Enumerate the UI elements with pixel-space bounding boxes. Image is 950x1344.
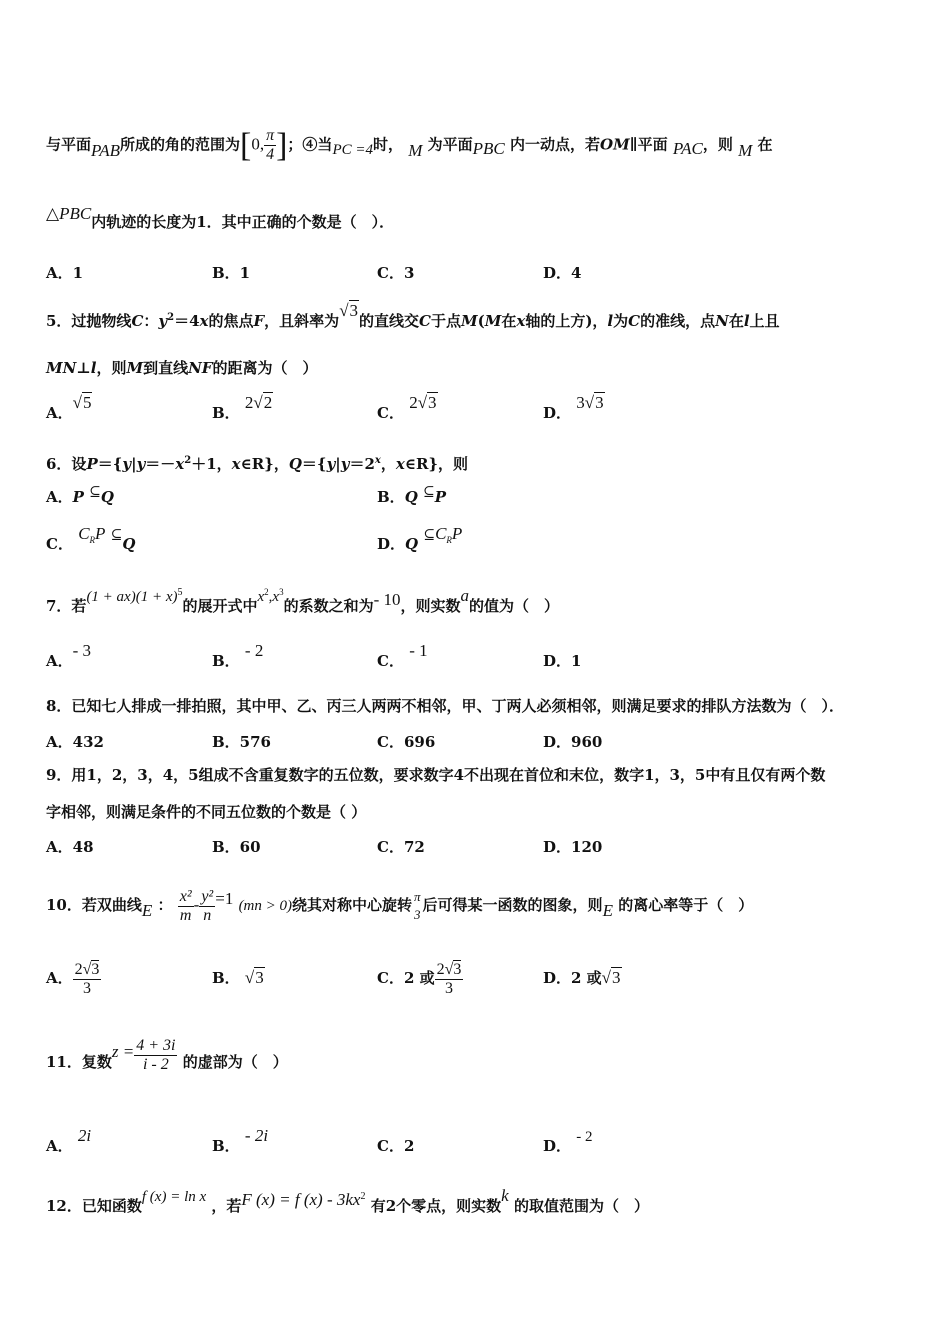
q5-var: NF [188,359,213,377]
bracket-open-icon: [ [240,126,252,164]
q5-text: ( [477,312,485,330]
q5-line2 [46,358,910,378]
q5-text: 5．过抛物线 [46,312,132,330]
q12-line: 12．已知函数f (x) = ln x ，若F (x) = f $(x) - 3kx^2$ 有2个零点，则实数k 的取值范围为（ ） [46,1186,649,1215]
q8-line: 8．已知七人排成一排拍照，其中甲、乙、丙三人两两不相邻，甲、丁两人必须相邻，则满足要求的排队方法数为（ ）． [46,697,844,715]
q7-option-d[interactable]: D．1 [543,652,582,670]
q4-triangle: △PBC [46,204,92,223]
q5-text: ： [143,312,159,330]
q5-text: 在 [501,312,517,330]
q4-plane-pbc: PBC [472,138,505,158]
q4-text: ；④当 [287,135,333,154]
q5-var: x [516,312,526,330]
q9-option-c[interactable]: C．72 [377,838,425,856]
q4-text: 内轨迹的长度为1．其中正确的个数是（ ）． [91,213,395,231]
q7-option-b[interactable]: B． - 2 [212,641,264,670]
q5-text: 的距离为（ ） [212,359,318,377]
q4-text: 内一动点，若 [510,135,601,154]
q10-frac-rot: π 3 [414,889,421,922]
q10-frac-x: $\frac{\text{x²}}{m}$ [179,887,192,924]
q4-text: 所成的角的范围为 [119,135,240,154]
q4-text: 时， [372,135,403,154]
q5-option-b[interactable]: B． 2√2 [212,393,273,422]
q5-text: ，且斜率为 [264,312,340,330]
q10-frac-y: $\frac{\text{y²}}{n}$ [201,887,214,924]
q5-var: C [419,312,431,330]
q5-var: l [607,312,614,330]
q10-option-d[interactable]: D．2 或√3 [543,958,622,998]
q5-var: N [715,312,729,330]
q4-om: OM [600,135,630,154]
q4-plane-pac: PAC [672,138,703,158]
q5-var: l [743,312,750,330]
q10-line: 10．若双曲线E ： $\frac{\text{x²}}{m}$ - $\frac{\text{y²}}{n}$ =1 (mn > 0)绕其对称中心旋转 π 3 后可得某一函数的图象，则E 的离心率等于（ ） [46,887,754,924]
q5-var: M [126,359,144,377]
q5-option-c[interactable]: C． 2√3 [377,393,437,422]
q4-text: ，则 [702,135,733,154]
q11-option-a[interactable]: A． 2i [46,1126,92,1155]
q5-line1 [46,301,910,331]
parallel-icon: ∥ [629,135,638,154]
q11-frac: $\frac{4 + 3i}{i - 2}$ [136,1036,176,1073]
q4-pc: PC =4 [332,141,373,158]
q4-text: 在 [757,135,773,154]
sqrt-icon: √2 [253,393,273,412]
q4-option-a[interactable]: A．1 [46,264,84,282]
sqrt-icon: √3 [244,968,264,987]
q5-text: 的直线交 [359,312,420,330]
q5-option-d[interactable]: D． 3√3 [543,393,604,422]
q5-text: 于点 [431,312,462,330]
q5-var: M [484,312,502,330]
q7-line: 7．若$(1 + ax)(1 + x)^5$的展开式中$x^2,x^3$的系数之和为- 10，则实数a的值为（ ） [46,586,560,615]
q7-option-a[interactable]: A．- 3 [46,641,92,670]
q9-line1: 9．用1，2，3，4，5组成不含重复数字的五位数，要求数字4不出现在首位和末位，数字1，3，5中有且仅有两个数 [46,766,826,784]
q5-text: 轴的上方)， [525,312,608,330]
q5-text: 的准线，点 [640,312,716,330]
q5-text: 上且 [749,312,780,330]
q5-var: F [253,312,265,330]
q5-var: C [131,312,144,330]
q5-var: x [199,312,209,330]
q5-var: M [461,312,478,330]
q4-range-frac: $\frac{\pi}{4}$ [266,127,275,163]
bracket-close-icon: ] [276,126,288,164]
q4-text: 为平面 [427,135,473,154]
q11-option-d[interactable]: D． - 2 [543,1129,593,1155]
q4-option-d[interactable]: D．4 [543,264,582,282]
q5-var: l [90,359,97,377]
sqrt-icon: √3 [584,393,604,412]
sqrt-icon: √3 [417,393,437,412]
q9-option-d[interactable]: D．120 [543,838,603,856]
q11-option-b[interactable]: B． - 2i [212,1126,269,1155]
q10-option-b[interactable]: B． √3 [212,958,265,998]
q9-line2: 字相邻，则满足条件的不同五位数的个数是（ ） [46,803,367,821]
q4-option-b[interactable]: B．1 [212,264,251,282]
q10-a-frac: $\frac{2√3}{3}$ [74,960,100,997]
q4-range-lo: 0, [251,134,265,154]
q5-text: 的焦点 [208,312,254,330]
q5-text: ＝4 [174,312,200,330]
q5-text: 为 [613,312,629,330]
q8-option-b[interactable]: B．576 [212,733,271,751]
q5-var: y [158,312,168,330]
q6-option-c[interactable]: C． $C_RP$ ⊆Q [46,524,136,553]
q9-option-a[interactable]: A．48 [46,838,94,856]
q6-line: 6．设$P=\{y|y=-x^2+1$，x∈R}，$Q=\{y|y=2^x$，x∈R}，则 [46,455,469,473]
q5-var: C [628,312,641,330]
q5-text: 到直线 [143,359,189,377]
q10-c-frac: $\frac{2√3}{3}$ [436,960,462,997]
q4-line1 [46,127,910,164]
q10-option-a[interactable]: A． $\frac{2√3}{3}$ [46,960,100,997]
q5-option-a[interactable]: A．√5 [46,393,92,422]
q6-option-b[interactable]: B．Q ⊆P [377,485,447,506]
q4-m: M [408,140,423,160]
q11-line: 11．复数z = $\frac{4 + 3i}{i - 2}$ 的虚部为（ ） [46,1036,288,1073]
q4-m: M [738,140,753,160]
q4-text: 与平面 [46,135,92,154]
q5-sqrt: √3 [339,301,359,320]
q4-plane-pab: PAB [91,140,120,160]
q5-text: 在 [728,312,744,330]
q8-option-d[interactable]: D．960 [543,733,603,751]
sqrt-icon: √3 [601,968,621,987]
perpendicular-icon: ⊥ [76,359,91,377]
q6-option-a[interactable]: A．P ⊆Q [46,485,114,506]
q6-option-d[interactable]: D．Q $⊆C_RP$ [377,524,463,553]
sqrt-icon: √5 [72,393,92,412]
q4-line2 [46,204,910,232]
q5-text: ，则 [96,359,127,377]
q8-option-c[interactable]: C．696 [377,733,436,751]
q4-text: 平面 [637,135,668,154]
q7-option-c[interactable]: C． - 1 [377,641,428,670]
q10-option-c[interactable]: C．2 或 $\frac{2√3}{3}$ [377,960,462,997]
q11-option-c[interactable]: C．2 [377,1137,415,1155]
q8-option-a[interactable]: A．432 [46,733,104,751]
q9-option-b[interactable]: B．60 [212,838,261,856]
q5-var: MN [46,359,77,377]
q4-option-c[interactable]: C．3 [377,264,415,282]
q5-sup: 2 [167,312,175,323]
